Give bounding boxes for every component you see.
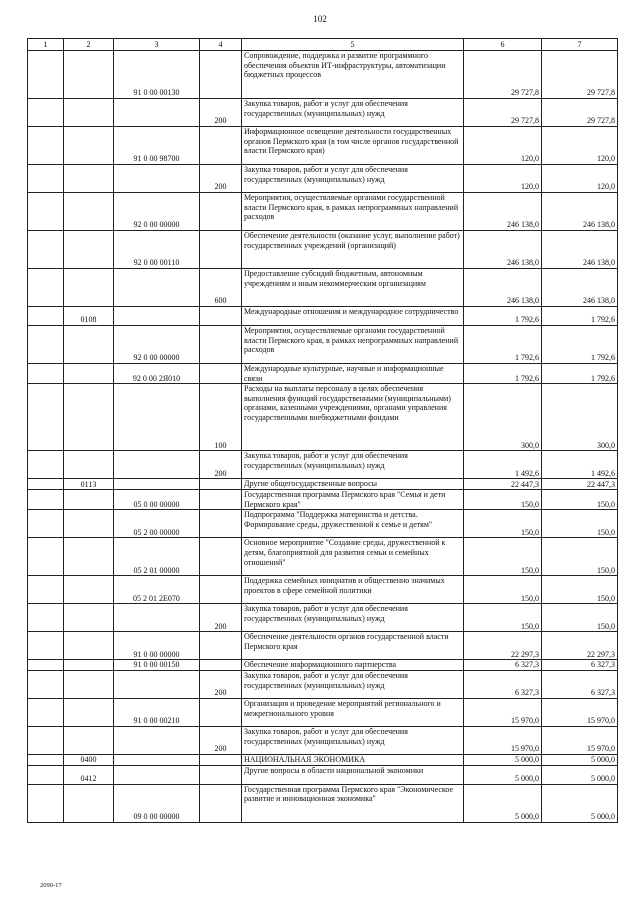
description-cell: Международные отношения и международное сотрудничество xyxy=(242,307,464,326)
description-cell: Основное мероприятие "Создание среды, дружественной к детям, благоприятной для развития семьи и семейных отношений" xyxy=(242,538,464,576)
section-code-cell xyxy=(64,269,114,307)
section-code-cell: 0113 xyxy=(64,479,114,490)
description-cell: Предоставление субсидий бюджетным, автономным учреждениям и иным некоммерческим организациям xyxy=(242,269,464,307)
column-1-cell xyxy=(28,698,64,726)
column-1-cell xyxy=(28,451,64,479)
table-row xyxy=(28,231,618,269)
amount-cell: 5 000,0 xyxy=(542,754,618,765)
column-1-cell xyxy=(28,660,64,671)
amount-cell: 15 970,0 xyxy=(542,726,618,754)
amount-cell: 150,0 xyxy=(464,538,542,576)
table-row xyxy=(28,127,618,165)
table-row xyxy=(28,604,618,632)
target-article-cell xyxy=(114,726,200,754)
column-1-cell xyxy=(28,326,64,364)
description-cell: Подпрограмма "Поддержка материнства и детства. Формирование среды, дружественной к семье и детям" xyxy=(242,510,464,538)
description-cell: Поддержка семейных инициатив и общественно значимых проектов в сфере семейной политики xyxy=(242,576,464,604)
expense-type-cell: 200 xyxy=(200,99,242,127)
target-article-cell xyxy=(114,604,200,632)
column-1-cell xyxy=(28,670,64,698)
amount-cell: 246 138,0 xyxy=(464,193,542,231)
table-row xyxy=(28,632,618,660)
expense-type-cell: 200 xyxy=(200,451,242,479)
section-code-cell: 0400 xyxy=(64,754,114,765)
column-1-cell xyxy=(28,193,64,231)
target-article-cell: 05 2 00 00000 xyxy=(114,510,200,538)
amount-cell: 29 727,8 xyxy=(542,51,618,99)
description-cell: Государственная программа Пермского края "Экономическое развитие и инновационная экономика" xyxy=(242,784,464,822)
description-cell: Мероприятия, осуществляемые органами государственной власти Пермского края, в рамках непрограммных направлений расходов xyxy=(242,326,464,364)
amount-cell: 120,0 xyxy=(464,165,542,193)
amount-cell: 5 000,0 xyxy=(542,765,618,784)
amount-cell: 1 792,6 xyxy=(464,326,542,364)
expense-type-cell xyxy=(200,490,242,510)
expense-type-cell: 200 xyxy=(200,604,242,632)
column-1-cell xyxy=(28,99,64,127)
amount-cell: 6 327,3 xyxy=(464,670,542,698)
expense-type-cell xyxy=(200,326,242,364)
amount-cell: 300,0 xyxy=(464,384,542,451)
description-cell: Организация и проведение мероприятий регионального и межрегионального уровня xyxy=(242,698,464,726)
amount-cell: 150,0 xyxy=(542,538,618,576)
column-1-cell xyxy=(28,538,64,576)
amount-cell: 246 138,0 xyxy=(542,269,618,307)
amount-cell: 15 970,0 xyxy=(542,698,618,726)
table-row xyxy=(28,698,618,726)
column-header: 2 xyxy=(64,39,114,51)
section-code-cell xyxy=(64,364,114,384)
amount-cell: 150,0 xyxy=(464,576,542,604)
amount-cell: 120,0 xyxy=(542,127,618,165)
target-article-cell xyxy=(114,670,200,698)
column-1-cell xyxy=(28,754,64,765)
column-header: 3 xyxy=(114,39,200,51)
amount-cell: 150,0 xyxy=(542,510,618,538)
table-row xyxy=(28,660,618,671)
target-article-cell: 91 0 00 98700 xyxy=(114,127,200,165)
expense-type-cell xyxy=(200,231,242,269)
description-cell: Другие вопросы в области национальной экономики xyxy=(242,765,464,784)
amount-cell: 5 000,0 xyxy=(464,784,542,822)
column-1-cell xyxy=(28,165,64,193)
description-cell: Другие общегосударственные вопросы xyxy=(242,479,464,490)
amount-cell: 1 792,6 xyxy=(542,326,618,364)
table-row xyxy=(28,479,618,490)
table-row xyxy=(28,670,618,698)
target-article-cell xyxy=(114,307,200,326)
expense-type-cell xyxy=(200,364,242,384)
table-row xyxy=(28,193,618,231)
expense-type-cell xyxy=(200,479,242,490)
expense-type-cell xyxy=(200,698,242,726)
amount-cell: 5 000,0 xyxy=(464,765,542,784)
section-code-cell xyxy=(64,384,114,451)
target-article-cell: 92 0 00 00110 xyxy=(114,231,200,269)
table-row xyxy=(28,784,618,822)
column-1-cell xyxy=(28,510,64,538)
amount-cell: 29 727,8 xyxy=(542,99,618,127)
amount-cell: 246 138,0 xyxy=(464,269,542,307)
target-article-cell: 91 0 00 00210 xyxy=(114,698,200,726)
target-article-cell: 92 0 00 00000 xyxy=(114,193,200,231)
amount-cell: 246 138,0 xyxy=(542,231,618,269)
amount-cell: 29 727,8 xyxy=(464,51,542,99)
column-1-cell xyxy=(28,364,64,384)
column-1-cell xyxy=(28,231,64,269)
amount-cell: 1 792,6 xyxy=(464,307,542,326)
table-row xyxy=(28,99,618,127)
table-body xyxy=(28,51,618,823)
table-row xyxy=(28,765,618,784)
description-cell: Закупка товаров, работ и услуг для обеспечения государственных (муниципальных) нужд xyxy=(242,670,464,698)
expense-type-cell: 200 xyxy=(200,165,242,193)
expense-type-cell xyxy=(200,632,242,660)
section-code-cell: 0108 xyxy=(64,307,114,326)
expense-type-cell xyxy=(200,127,242,165)
footer-code: 2090-17 xyxy=(40,882,62,889)
description-cell: Информационное освещение деятельности государственных органов Пермского края (в том числе органов государственной власти Пермского края) xyxy=(242,127,464,165)
target-article-cell: 91 0 00 00150 xyxy=(114,660,200,671)
section-code-cell xyxy=(64,127,114,165)
section-code-cell xyxy=(64,784,114,822)
column-1-cell xyxy=(28,576,64,604)
column-header: 4 xyxy=(200,39,242,51)
expense-type-cell: 600 xyxy=(200,269,242,307)
column-1-cell xyxy=(28,384,64,451)
amount-cell: 150,0 xyxy=(464,510,542,538)
section-code-cell xyxy=(64,660,114,671)
column-1-cell xyxy=(28,604,64,632)
description-cell: Сопровождение, поддержка и развитие программного обеспечения объектов ИТ-инфраструктуры, автоматизации бюджетных процессов xyxy=(242,51,464,99)
amount-cell: 22 447,3 xyxy=(542,479,618,490)
amount-cell: 120,0 xyxy=(542,165,618,193)
section-code-cell xyxy=(64,165,114,193)
amount-cell: 246 138,0 xyxy=(464,231,542,269)
target-article-cell: 92 0 00 2Я010 xyxy=(114,364,200,384)
target-article-cell: 92 0 00 00000 xyxy=(114,326,200,364)
column-header: 5 xyxy=(242,39,464,51)
amount-cell: 150,0 xyxy=(542,490,618,510)
target-article-cell: 91 0 00 00130 xyxy=(114,51,200,99)
column-header: 7 xyxy=(542,39,618,51)
amount-cell: 22 297,3 xyxy=(542,632,618,660)
amount-cell: 15 970,0 xyxy=(464,726,542,754)
amount-cell: 5 000,0 xyxy=(542,784,618,822)
expense-type-cell xyxy=(200,307,242,326)
section-code-cell xyxy=(64,451,114,479)
amount-cell: 1 792,6 xyxy=(542,307,618,326)
amount-cell: 6 327,3 xyxy=(464,660,542,671)
header-row xyxy=(28,39,618,51)
section-code-cell xyxy=(64,726,114,754)
amount-cell: 6 327,3 xyxy=(542,670,618,698)
description-cell: Государственная программа Пермского края "Семья и дети Пермского края" xyxy=(242,490,464,510)
target-article-cell xyxy=(114,269,200,307)
column-1-cell xyxy=(28,269,64,307)
description-cell: Закупка товаров, работ и услуг для обеспечения государственных (муниципальных) нужд xyxy=(242,165,464,193)
expense-type-cell xyxy=(200,754,242,765)
section-code-cell xyxy=(64,604,114,632)
target-article-cell: 91 0 00 00000 xyxy=(114,632,200,660)
section-code-cell xyxy=(64,51,114,99)
description-cell: НАЦИОНАЛЬНАЯ ЭКОНОМИКА xyxy=(242,754,464,765)
target-article-cell xyxy=(114,765,200,784)
section-code-cell xyxy=(64,193,114,231)
section-code-cell: 0412 xyxy=(64,765,114,784)
description-cell: Закупка товаров, работ и услуг для обеспечения государственных (муниципальных) нужд xyxy=(242,726,464,754)
target-article-cell xyxy=(114,479,200,490)
table-row xyxy=(28,364,618,384)
amount-cell: 1 492,6 xyxy=(464,451,542,479)
amount-cell: 1 792,6 xyxy=(542,364,618,384)
amount-cell: 29 727,8 xyxy=(464,99,542,127)
section-code-cell xyxy=(64,99,114,127)
amount-cell: 246 138,0 xyxy=(542,193,618,231)
column-header: 6 xyxy=(464,39,542,51)
table-row xyxy=(28,576,618,604)
expense-type-cell xyxy=(200,576,242,604)
section-code-cell xyxy=(64,670,114,698)
table-row xyxy=(28,510,618,538)
target-article-cell: 09 0 00 00000 xyxy=(114,784,200,822)
table-row xyxy=(28,165,618,193)
amount-cell: 120,0 xyxy=(464,127,542,165)
amount-cell: 5 000,0 xyxy=(464,754,542,765)
column-1-cell xyxy=(28,784,64,822)
column-1-cell xyxy=(28,632,64,660)
target-article-cell xyxy=(114,384,200,451)
description-cell: Расходы на выплаты персоналу в целях обеспечения выполнения функций государственными (муниципальными) органами, казенными учреждениями, органами управления государственными внебюджетными фондами xyxy=(242,384,464,451)
column-1-cell xyxy=(28,765,64,784)
target-article-cell: 05 2 01 2Е070 xyxy=(114,576,200,604)
table-row xyxy=(28,490,618,510)
target-article-cell xyxy=(114,754,200,765)
table-row xyxy=(28,269,618,307)
table-row xyxy=(28,384,618,451)
column-1-cell xyxy=(28,307,64,326)
page-number: 102 xyxy=(313,14,327,24)
table-row xyxy=(28,538,618,576)
expense-type-cell: 100 xyxy=(200,384,242,451)
description-cell: Закупка товаров, работ и услуг для обеспечения государственных (муниципальных) нужд xyxy=(242,604,464,632)
description-cell: Международные культурные, научные и информационные связи xyxy=(242,364,464,384)
description-cell: Закупка товаров, работ и услуг для обеспечения государственных (муниципальных) нужд xyxy=(242,99,464,127)
amount-cell: 22 447,3 xyxy=(464,479,542,490)
amount-cell: 6 327,3 xyxy=(542,660,618,671)
table-row xyxy=(28,326,618,364)
table-row xyxy=(28,307,618,326)
table-row xyxy=(28,754,618,765)
table-row xyxy=(28,51,618,99)
column-1-cell xyxy=(28,479,64,490)
description-cell: Закупка товаров, работ и услуг для обеспечения государственных (муниципальных) нужд xyxy=(242,451,464,479)
target-article-cell: 05 0 00 00000 xyxy=(114,490,200,510)
amount-cell: 1 792,6 xyxy=(464,364,542,384)
section-code-cell xyxy=(64,231,114,269)
expense-type-cell: 200 xyxy=(200,670,242,698)
column-1-cell xyxy=(28,127,64,165)
description-cell: Обеспечение деятельности органов государственной власти Пермского края xyxy=(242,632,464,660)
amount-cell: 22 297,3 xyxy=(464,632,542,660)
expense-type-cell xyxy=(200,784,242,822)
amount-cell: 1 492,6 xyxy=(542,451,618,479)
description-cell: Мероприятия, осуществляемые органами государственной власти Пермского края, в рамках непрограммных направлений расходов xyxy=(242,193,464,231)
amount-cell: 150,0 xyxy=(464,604,542,632)
expense-type-cell xyxy=(200,538,242,576)
section-code-cell xyxy=(64,576,114,604)
section-code-cell xyxy=(64,490,114,510)
expense-type-cell: 200 xyxy=(200,726,242,754)
column-header: 1 xyxy=(28,39,64,51)
column-1-cell xyxy=(28,490,64,510)
section-code-cell xyxy=(64,538,114,576)
amount-cell: 300,0 xyxy=(542,384,618,451)
target-article-cell: 05 2 01 00000 xyxy=(114,538,200,576)
expense-type-cell xyxy=(200,765,242,784)
expense-type-cell xyxy=(200,51,242,99)
section-code-cell xyxy=(64,326,114,364)
table-row xyxy=(28,726,618,754)
amount-cell: 150,0 xyxy=(542,604,618,632)
section-code-cell xyxy=(64,632,114,660)
column-1-cell xyxy=(28,726,64,754)
target-article-cell xyxy=(114,99,200,127)
section-code-cell xyxy=(64,698,114,726)
amount-cell: 15 970,0 xyxy=(464,698,542,726)
section-code-cell xyxy=(64,510,114,538)
amount-cell: 150,0 xyxy=(542,576,618,604)
description-cell: Обеспечение деятельности (оказание услуг, выполнение работ) государственных учреждений (организаций) xyxy=(242,231,464,269)
expense-type-cell xyxy=(200,660,242,671)
expense-type-cell xyxy=(200,193,242,231)
column-1-cell xyxy=(28,51,64,99)
table-row xyxy=(28,451,618,479)
description-cell: Обеспечение информационного партнерства xyxy=(242,660,464,671)
budget-table xyxy=(27,38,618,823)
target-article-cell xyxy=(114,451,200,479)
target-article-cell xyxy=(114,165,200,193)
expense-type-cell xyxy=(200,510,242,538)
amount-cell: 150,0 xyxy=(464,490,542,510)
